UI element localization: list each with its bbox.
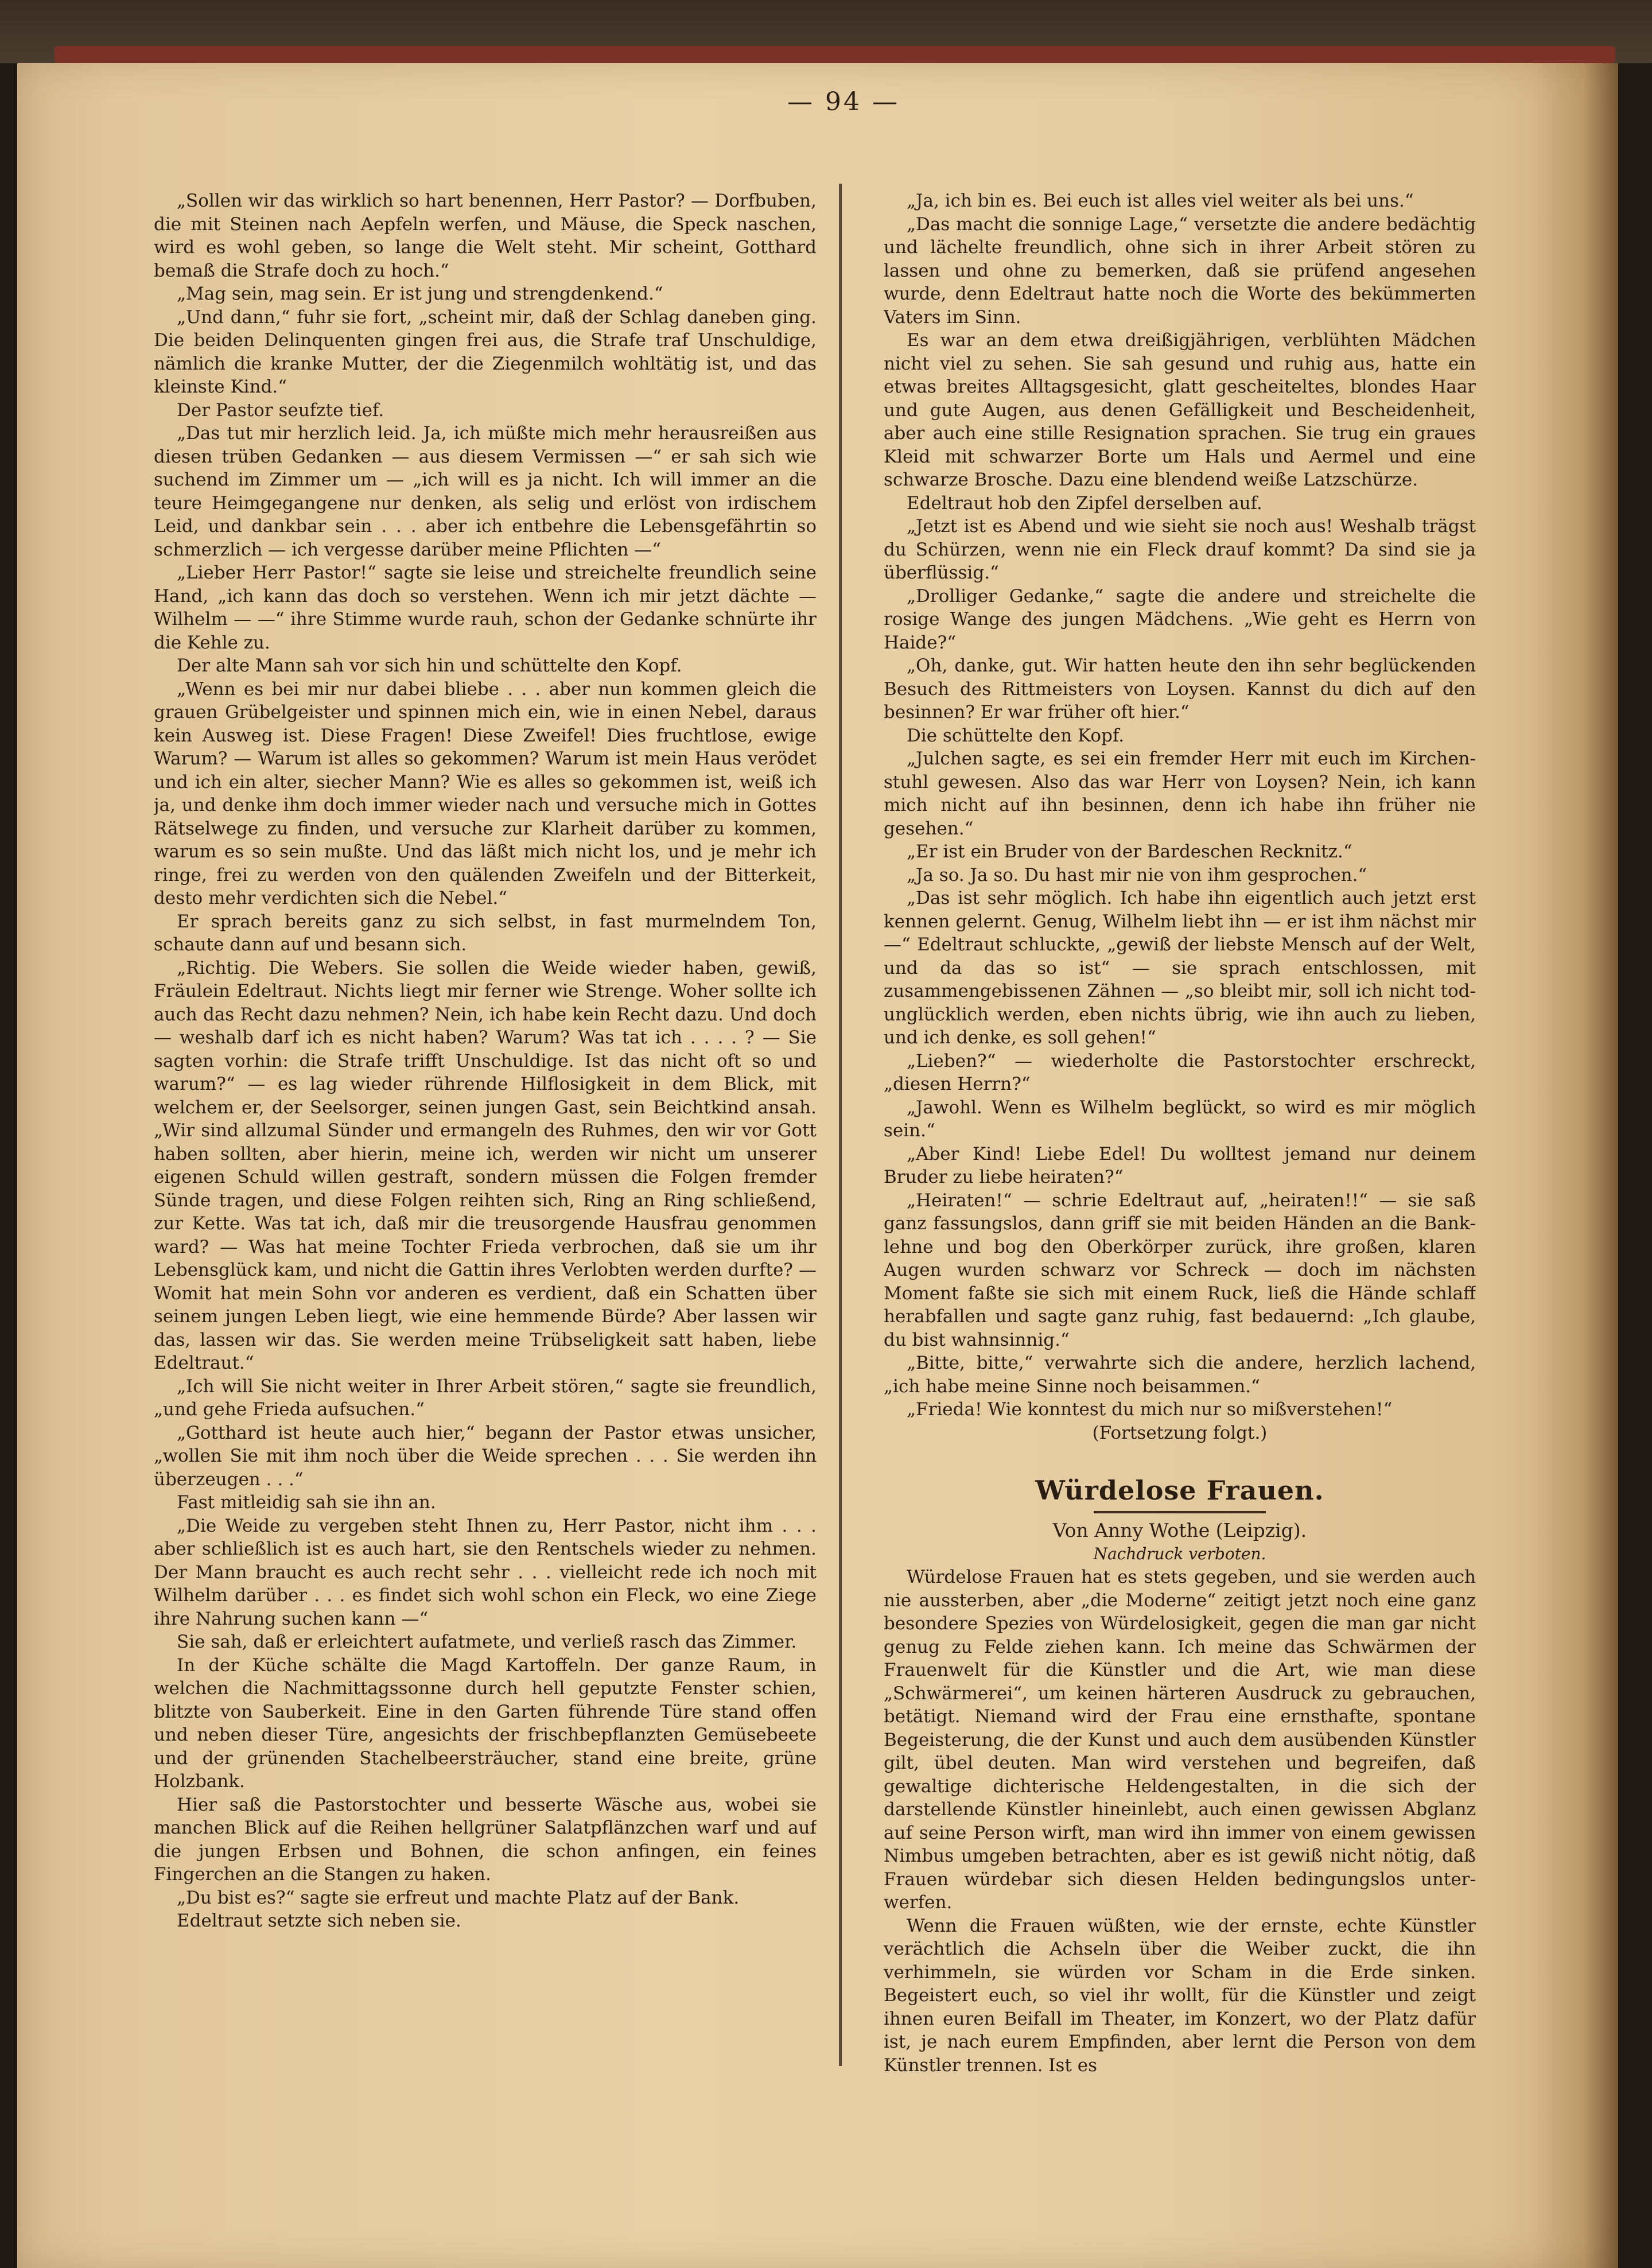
paragraph: „Gotthard ist heute auch hier,“ begann der Pastor etwas unsicher, „wollen Sie mit ihm noch über die Weide sprechen . . . Sie werden ihn überzeugen . . .“ (154, 1422, 817, 1490)
paragraph: Sie sah, daß er erleichtert aufatmete, und verließ rasch das Zimmer. (177, 1632, 797, 1652)
paragraph: Hier saß die Pastorstochter und besserte Wäsche aus, wobei sie manchen Blick auf die Reihen hellgrüner Salatpflänzchen warf und auf die jungen Erbsen und Bohnen, die schon anfingen, ein feines Fingerchen an die Stangen zu haken. (154, 1794, 817, 1885)
paragraph: „Das macht die sonnige Lage,“ versetzte die andere bedächtig und lächelte freundlich, ohne sich in ihrer Arbeit stören zu lassen und ohne zu bemerken, daß sie prüfend angesehen wurde, denn Edeltraut hatte noch die Worte des bekümmerten Vaters im Sinn. (884, 213, 1476, 328)
article (884, 1473, 1476, 2077)
paragraph: „Aber Kind! Liebe Edel! Du wolltest jemand nur deinem Bruder zu liebe heiraten?“ (884, 1143, 1476, 1187)
paragraph: „Frieda! Wie konntest du mich nur so mißverstehen!“ (907, 1399, 1393, 1420)
paragraph: „Ja, ich bin es. Bei euch ist alles viel weiter als bei uns.“ (907, 191, 1414, 211)
left-column (154, 189, 817, 2255)
paragraph: „Lieben?“ — wiederholte die Pastorstochter erschreckt, „diesen Herrn?“ (884, 1050, 1476, 1094)
article-title: Würdelose Frauen. (1035, 1475, 1324, 1506)
article-byline: Von Anny Wothe (Leipzig). (1052, 1519, 1307, 1541)
paragraph: „Julchen sagte, es sei ein fremder Herr mit euch im Kirchenstuhl gewesen. Also das war Herr von Loysen? Nein, ich kann mich nicht auf ihn besinnen, denn ich habe ihn früher nie gesehen.“ (884, 748, 1476, 839)
paragraph: Edeltraut hob den Zipfel derselben auf. (907, 492, 1262, 514)
story-continuation (884, 189, 1476, 1422)
paragraph: „Drolliger Gedanke,“ sagte die andere und streichelte die rosige Wange des jungen Mädchens. „Wie geht es Herrn von Haide?“ (884, 585, 1476, 653)
right-column (884, 189, 1476, 2255)
paragraph: „Wenn es bei mir nur dabei bliebe . . . aber nun kommen gleich die grauen Grübelgeister und spinnen mich ein, wie in einen Nebel, daraus kein Ausweg ist. Diese Fragen! Diese Zweifel! Dies fruchtlose, ewige Warum? — Warum ist alles so gekommen? Warum ist mein Haus verödet und ich ein alter, siecher Mann? Wie es alles so gekommen ist, weiß ich ja, und denke ihm doch immer wieder nach und versuche mich in Gottes Rätselwege zu finden, und versuche zur Klarheit darüber zu kommen, warum es so sein mußte. Und das läßt mich nicht los, und je mehr ich ringe, frei zu werden von den quälenden Zweifeln und der Bitterkeit, desto mehr verdichten sich die Nebel.“ (154, 678, 817, 908)
paragraph: Würdelose Frauen hat es stets gegeben, und sie werden auch nie aussterben, aber „die Moderne“ zeitigt jetzt noch eine ganz besondere Spezies von Würdelosigkeit, gegen die man gar nicht genug zu Felde ziehen kann. Ich meine das Schwärmen der Frauenwelt für die Künstler und die Art, wie man diese „Schwärmerei“, um keinen härteren Ausdruck zu gebrauchen, betätigt. Niemand wird der Frau eine ernsthafte, spontane Begeisterung, die der Kunst und auch dem ausübenden Künstler gilt, übel deuten. Man wird verstehen und begreifen, daß gewaltige dichterische Heldengestalten, in die sich der darstellende Künstler hineinlebt, auch einen gewissen Abglanz auf seine Person wirft, man wird ihn immer von einem gewissen Nimbus umgeben betrachten, aber es ist gewiß nicht nötig, daß Frauen würdebar sich diesen Helden bedingungslos unterwerfen. (884, 1567, 1476, 1913)
paragraph: „Bitte, bitte,“ verwahrte sich die andere, herzlich lachend, „ich habe meine Sinne noch beisammen.“ (884, 1353, 1476, 1397)
paragraph: „Ja so. Ja so. Du hast mir nie von ihm gesprochen.“ (907, 864, 1367, 886)
paragraph: „Sollen wir das wirklich so hart benennen, Herr Pastor? — Dorfbuben, die mit Steinen nach Aepfeln werfen, und Mäuse, die Speck naschen, wird es wohl geben, so lange die Welt steht. Mir scheint, Gotthard bemaß die Strafe doch zu hoch.“ (154, 191, 817, 281)
paragraph: „Das tut mir herzlich leid. Ja, ich müßte mich mehr herausreißen aus diesen trüben Gedanken — aus diesem Vermissen —“ er sah sich wie suchend im Zimmer um — „ich will es ja nicht. Ich will immer an die teure Heimgegangene nur denken, als selig und erlöst von irdischem Leid, und dankbar sein . . . aber ich entbehre die Lebensgefährtin so schmerzlich — ich vergesse darüber meine Pflichten —“ (154, 423, 817, 560)
paragraph: „Jawohl. Wenn es Wilhelm beglückt, so wird es mir möglich sein.“ (884, 1097, 1476, 1141)
article-body (884, 1566, 1476, 2077)
continuation-note: (Fortsetzung folgt.) (1092, 1422, 1268, 1443)
paragraph: „Mag sein, mag sein. Er ist jung und strengdenkend.“ (177, 284, 663, 304)
paragraph: „Richtig. Die Webers. Sie sollen die Weide wieder haben, gewiß, Fräulein Edeltraut. Nichts liegt mir ferner wie Strenge. Woher sollte ich auch das Recht dazu nehmen? Nein, ich habe kein Recht dazu. Und doch — weshalb darf ich es nicht haben? Warum? Was tat ich . . . . ? — Sie sagten vorhin: die Strafe trifft Unschuldige. Ist das nicht oft so und warum?“ — es lag wieder rührende Hilflosigkeit in dem Blick, mit welchem er, der Seelsorger, seinen jungen Gast, sein Beichtkind ansah. „Wir sind allzumal Sünder und ermangeln des Ruhmes, den wir vor Gott haben sollten, aber hierin, meine ich, werden wir nicht um unserer eigenen Schuld willen gestraft, sondern müssen die Folgen fremder Sünde tragen, und diese Folgen reihten sich, Ring an Ring schließend, zur Kette. Was tat ich, daß mir die treusorgende Hausfrau genommen ward? — Was hat meine Tochter Frieda verbrochen, daß sie um ihr Lebensglück kam, und nicht die Gattin ihres Verlobten werden durfte? — Womit hat mein Sohn vor anderen es verdient, daß ein Schatten über seinem jungen Leben liegt, wie eine hemmende Bürde? Aber lassen wir das, lassen wir das. Sie werden meine Trübseligkeit satt haben, liebe Edeltraut.“ (154, 957, 817, 1373)
paragraph: Wenn die Frauen wüßten, wie der ernste, echte Künstler verächtlich die Achseln über die Weiber zuckt, die ihn verhimmeln, sie würden vor Scham in die Erde sinken. Begeistert euch, so viel ihr wollt, für die Künstler und zeigt ihnen euren Beifall im Theater, im Konzert, wo der Platz dafür ist, je nach eurem Empfinden, aber lernt die Person von dem Künstler trennen. Ist es (884, 1915, 1476, 2076)
paragraph: Fast mitleidig sah sie ihn an. (177, 1492, 436, 1513)
paragraph: „Lieber Herr Pastor!“ sagte sie leise und streichelte freundlich seine Hand, „ich kann das doch so verstehen. Wenn ich mir jetzt dächte — Wilhelm — —“ ihre Stimme wurde rauh, schon der Gedanke schnürte ihr die Kehle zu. (154, 562, 817, 653)
article-title-rule (1094, 1511, 1266, 1513)
paragraph: In der Küche schälte die Magd Kartoffeln. Der ganze Raum, in welchen die Nachmittagssonne durch hell geputzte Fenster schien, blitzte von Sauberkeit. Eine in den Garten führende Türe stand offen und neben dieser Türe, angesichts der frischbepflanzten Gemüsebeete und der grünenden Stachelbeersträucher, stand eine breite, grüne Holzbank. (154, 1655, 817, 1792)
paragraph: Edeltraut setzte sich neben sie. (177, 1910, 461, 1931)
column-divider (839, 184, 842, 2066)
paragraph: „Heiraten!“ — schrie Edeltraut auf, „heiraten!!“ — sie saß ganz fassungslos, dann griff sie mit beiden Händen an die Banklehne und bog den Oberkörper zurück, ihre großen, klaren Augen wurden schwarz vor Schreck — doch im nächsten Moment faßte sie sich mit einem Ruck, ließ die Hände schlaff herabfallen und sagte ganz ruhig, fast bedauernd: „Ich glaube, du bist wahnsinnig.“ (884, 1190, 1476, 1350)
paragraph: „Die Weide zu vergeben steht Ihnen zu, Herr Pastor, nicht ihm . . . aber schließlich ist es auch hart, sie den Rentschels wieder zu nehmen. Der Mann braucht es auch recht sehr . . . vielleicht rede ich noch mit Wilhelm darüber . . . es findet sich wohl schon ein Fleck, wo eine Ziege ihre Nahrung suchen kann —“ (154, 1515, 817, 1629)
page-spine-shadow (1532, 63, 1618, 2268)
paragraph: Es war an dem etwa dreißigjährigen, verblühten Mädchen nicht viel zu sehen. Sie sah gesund und ruhig aus, hatte ein etwas breites Alltagsgesicht, glatt gescheiteltes, blondes Haar und gute Augen, aus denen Gefälligkeit und Bescheidenheit, aber auch eine stille Resignation sprachen. Sie trug ein graues Kleid mit schwarzer Borte um Hals und Aermel und eine schwarze Brosche. Dazu eine blendend weiße Latzschürze. (884, 330, 1476, 490)
paragraph: „Er ist ein Bruder von der Bardeschen Recknitz.“ (907, 841, 1352, 862)
paragraph: „Du bist es?“ sagte sie erfreut und machte Platz auf der Bank. (177, 1887, 740, 1908)
paragraph: Er sprach bereits ganz zu sich selbst, in fast murmelndem Ton, schaute dann auf und besann sich. (154, 911, 817, 955)
paragraph: Der Pastor seufzte tief. (177, 399, 384, 421)
page-number: — 94 — (787, 87, 900, 116)
paragraph: „Das ist sehr möglich. Ich habe ihn eigentlich auch jetzt erst kennen gelernt. Genug, Wilhelm liebt ihn — er ist ihm nächst mir —“ Edeltraut schluckte, „gewiß der liebste Mensch auf der Welt, und da das so ist“ — sie sprach entschlossen, mit zusammengebissenen Zähnen — „so bleibt mir, soll ich nicht todunglücklich werden, eben nichts übrig, wie ihn auch zu lieben, und ich denke, es soll gehen!“ (884, 888, 1476, 1048)
paragraph: „Oh, danke, gut. Wir hatten heute den ihn sehr beglückenden Besuch des Rittmeisters von Loysen. Kannst du dich auf den besinnen? Er war früher oft hier.“ (884, 655, 1476, 723)
article-reprint-note: Nachdruck verboten. (1093, 1544, 1266, 1563)
paragraph: „Jetzt ist es Abend und wie sieht sie noch aus! Weshalb trägst du Schürzen, wenn nie ein Fleck drauf kommt? Da sind sie ja überflüssig.“ (884, 516, 1476, 583)
paragraph: Der alte Mann sah vor sich hin und schüttelte den Kopf. (177, 655, 682, 676)
paragraph: Die schüttelte den Kopf. (907, 725, 1125, 746)
book-cover-red-band (55, 46, 1615, 63)
paragraph: „Ich will Sie nicht weiter in Ihrer Arbeit stören,“ sagte sie freundlich, „und gehe Frieda aufsuchen.“ (154, 1376, 817, 1420)
paragraph: „Und dann,“ fuhr sie fort, „scheint mir, daß der Schlag daneben ging. Die beiden Delinquenten gingen frei aus, die Strafe traf Unschuldige, nämlich die kranke Mutter, der die Ziegenmilch wohltätig ist, und das kleinste Kind.“ (154, 306, 817, 397)
